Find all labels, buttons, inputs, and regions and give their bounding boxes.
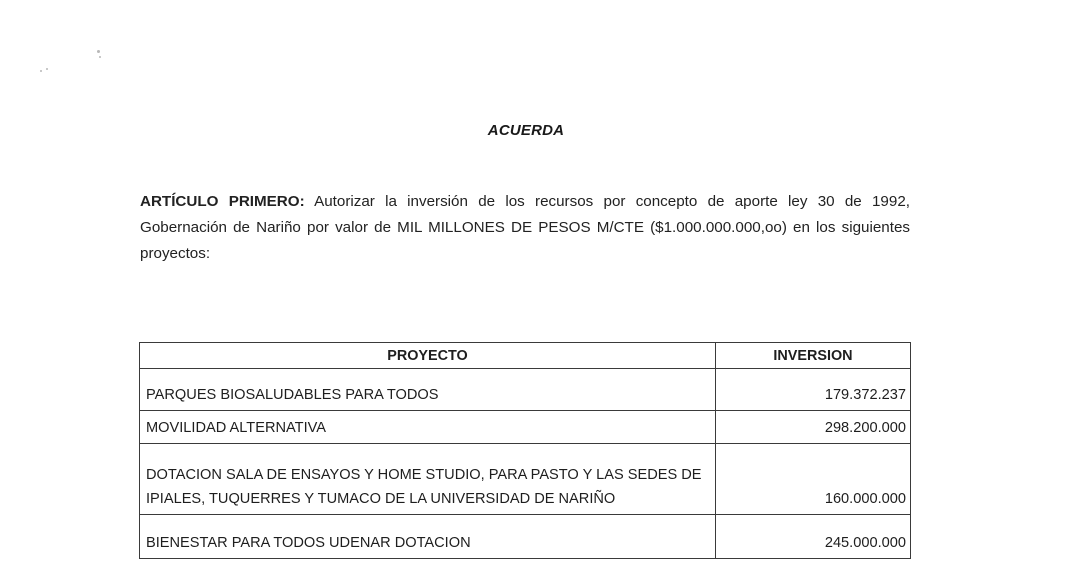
project-cell: BIENESTAR PARA TODOS UDENAR DOTACION (140, 515, 716, 559)
table-row (140, 444, 911, 515)
heading-acuerda: ACUERDA (487, 122, 565, 139)
header-proyecto: PROYECTO (140, 343, 716, 369)
table-row (140, 369, 911, 411)
amount-cell: 245.000.000 (716, 515, 911, 559)
investment-table-wrapper (139, 342, 910, 559)
project-cell: MOVILIDAD ALTERNATIVA (140, 411, 716, 444)
amount-cell: 160.000.000 (716, 444, 911, 515)
project-cell: DOTACION SALA DE ENSAYOS Y HOME STUDIO, PARA PASTO Y LAS SEDES DE IPIALES, TUQUERRES Y TUMACO DE LA UNIVERSIDAD DE NARIÑO (140, 444, 716, 515)
amount-cell: 298.200.000 (716, 411, 911, 444)
article-label: ARTÍCULO PRIMERO: (140, 193, 305, 210)
header-inversion: INVERSION (716, 343, 911, 369)
scan-speck (97, 50, 100, 53)
table-row (140, 515, 911, 559)
table-row (140, 411, 911, 444)
article-paragraph (140, 189, 910, 267)
investment-table (139, 342, 911, 559)
table-header-row (140, 343, 911, 369)
amount-cell: 179.372.237 (716, 369, 911, 411)
project-cell: PARQUES BIOSALUDABLES PARA TODOS (140, 369, 716, 411)
article-body: Autorizar la inversión de los recursos por concepto de aporte ley 30 de 1992, Gobernación de Nariño por valor de MIL MILLONES DE PESOS M/CTE ($1.000.000.000,oo) en los siguientes proyectos: (140, 193, 910, 262)
scan-speck (40, 70, 42, 72)
scan-speck (46, 68, 48, 70)
scan-speck (99, 56, 101, 58)
